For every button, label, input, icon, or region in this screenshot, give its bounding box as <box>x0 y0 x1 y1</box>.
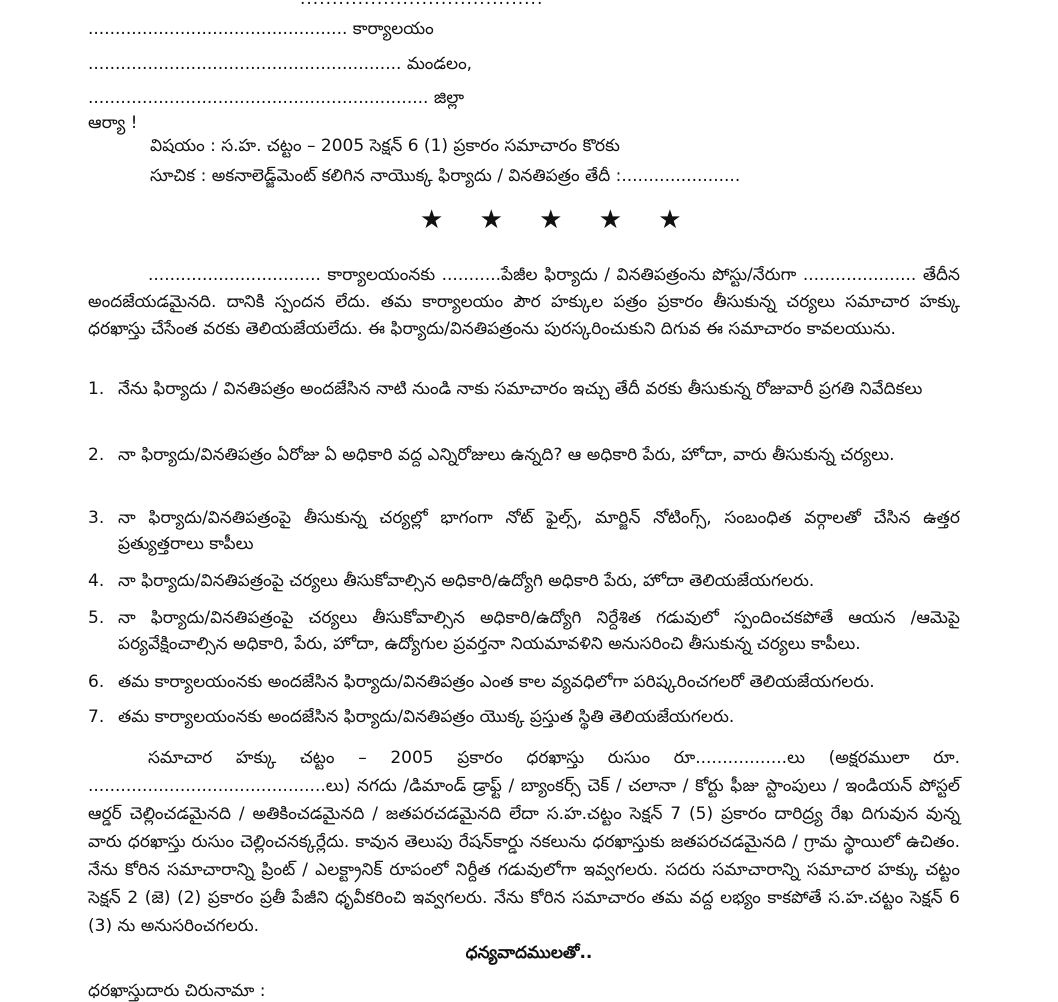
item-text: నేను ఫిర్యాదు / వినతిపత్రం అందజేసిన నాటి నుండి నాకు సమాచారం ఇచ్చు తేదీ వరకు తీసుకున్న రోజువారీ ప్రగతి నివేదికలు <box>118 379 923 399</box>
list-item <box>88 568 960 594</box>
list-item <box>88 505 960 557</box>
subject-line: విషయం : స.హ. చట్టం – 2005 సెక్షన్ 6 (1) ప్రకారం సమాచారం కొరకు <box>150 136 620 156</box>
item-number: 1. <box>88 379 105 399</box>
item-number: 2. <box>88 445 105 465</box>
top-blank-line <box>300 0 543 10</box>
item-text: తమ కార్యాలయంనకు అందజేసిన ఫిర్యాదు/వినతిపత్రం యొక్క ప్రస్తుత స్థితి తెలియజేయగలరు. <box>118 707 735 727</box>
list-item <box>88 704 960 730</box>
item-text: తమ కార్యాలయంనకు అందజేసిన ఫిర్యాదు/వినతిపత్రం ఎంత కాల వ్యవధిలోగా పరిష్కరించగలరో తెలియజేయగలరు. <box>118 672 875 692</box>
item-text: నా ఫిర్యాదు/వినతిపత్రంపై చర్యలు తీసుకోవాల్సిన అధికారి/ఉద్యోగి అధికారి పేరు, హోదా తెలియజేయగలరు. <box>118 571 815 591</box>
item-number: 7. <box>88 707 105 727</box>
salutation: ఆర్యా ! <box>88 113 138 133</box>
item-text: నా ఫిర్యాదు/వినతిపత్రంపై చర్యలు తీసుకోవాల్సిన అధికారి/ఉద్యోగి నిర్దేశిత గడువులో స్పందించకపోతే ఆయన /ఆమెపై పర్యవేక్షించాల్సిన అధికారి, పేరు, హోదా, ఉద్యోగుల ప్రవర్తనా నియమావళిని అనుసరించి తీసుకున్న చర్యలు కాపీలు. <box>118 608 960 654</box>
item-number: 4. <box>88 571 105 591</box>
item-text: నా ఫిర్యాదు/వినతిపత్రం ఏరోజు ఏ అధికారి వద్ద ఎన్నిరోజులు ఉన్నది? ఆ అధికారి పేరు, హోదా, వారు తీసుకున్న చర్యలు. <box>118 445 895 465</box>
closing-thanks: ధన్యవాదములతో.. <box>465 943 593 963</box>
office-address-line: ................................................ కార్యాలయం <box>88 19 434 39</box>
district-address-line: ............................................................... జిల్లా <box>88 88 465 108</box>
list-item <box>88 605 960 657</box>
item-number: 6. <box>88 672 105 692</box>
intro-paragraph: ................................ కార్యాలయంనకు ...........పేజీల ఫిర్యాదు / వినతిపత్రంను పోస్టు/నేరుగా ..................... తేదీన అందజేయడమైనది. దానికి స్పందన లేదు. తమ కార్యాలయం పౌర హక్కుల పత్రం ప్రకారం తీసుకున్న చర్యలు సమాచార హక్కు ధరఖాస్తు చేసేంత వరకు తెలియజేయలేదు. ఈ ఫిర్యాదు/వినతిపత్రంను పురస్కరించుకుని దిగువ ఈ సమాచారం కావలయును. <box>88 265 960 339</box>
list-item <box>88 376 960 402</box>
applicant-address-label: ధరఖాస్తుదారు చిరునామా : <box>88 981 266 1001</box>
star-divider: ★ ★ ★ ★ ★ <box>420 205 696 235</box>
item-text: నా ఫిర్యాదు/వినతిపత్రంపై తీసుకున్న చర్యల్లో భాగంగా నోట్ ఫైల్స్, మార్జిన్ నోటింగ్స్, సంబంధిత వర్గాలతో చేసిన ఉత్తర ప్రత్యుత్తరాలు కాపీలు <box>118 508 960 554</box>
list-item <box>88 669 960 695</box>
mandal-address-line: .......................................................... మండలం, <box>88 54 473 74</box>
fee-paragraph: సమాచార హక్కు చట్టం – 2005 ప్రకారం ధరఖాస్తు రుసుం రూ.................లు (అక్షరములా రూ. ............................................లు) నగదు /డిమాండ్ డ్రాఫ్ట్ / బ్యాంకర్స్ చెక్ / చలానా / కోర్టు ఫీజు స్టాంపులు / ఇండియన్ పోస్టల్ ఆర్డర్ చెల్లించడమైనది / అతికించడమైనది / జతపరచడమైనది లేదా స.హ.చట్టం సెక్షన్ 7 (5) ప్రకారం దారిద్ర్య రేఖ దిగువున వున్న వారు ధరఖాస్తు రుసుం చెల్లించనక్కర్లేదు. కావున తెలుపు రేషన్‌కార్డు నకలును ధరఖాస్తుకు జతపరచడమైనది / గ్రామ స్థాయిలో ఉచితం. నేను కోరిన సమాచారాన్ని ప్రింట్ / ఎలక్ట్రానిక్ రూపంలో నిర్దీత గడువులోగా ఇవ్వగలరు. సదరు సమాచారాన్ని సమాచార హక్కు చట్టం సెక్షన్ 2 (జె) (2) ప్రకారం ప్రతీ పేజీని ధృవీకరించి ఇవ్వగలరు. నేను కోరిన సమాచారం తమ వద్ద లభ్యం కాకపోతే స.హ.చట్టం సెక్షన్ 6 (3) ను అనుసరించగలరు. <box>88 748 960 936</box>
reference-line: సూచిక : అకనాలెడ్జ్‌మెంట్ కలిగిన నాయొక్క ఫిర్యాదు / వినతిపత్రం తేదీ :...................... <box>150 166 741 186</box>
list-item <box>88 442 960 468</box>
item-number: 3. <box>88 508 105 528</box>
item-number: 5. <box>88 608 105 628</box>
